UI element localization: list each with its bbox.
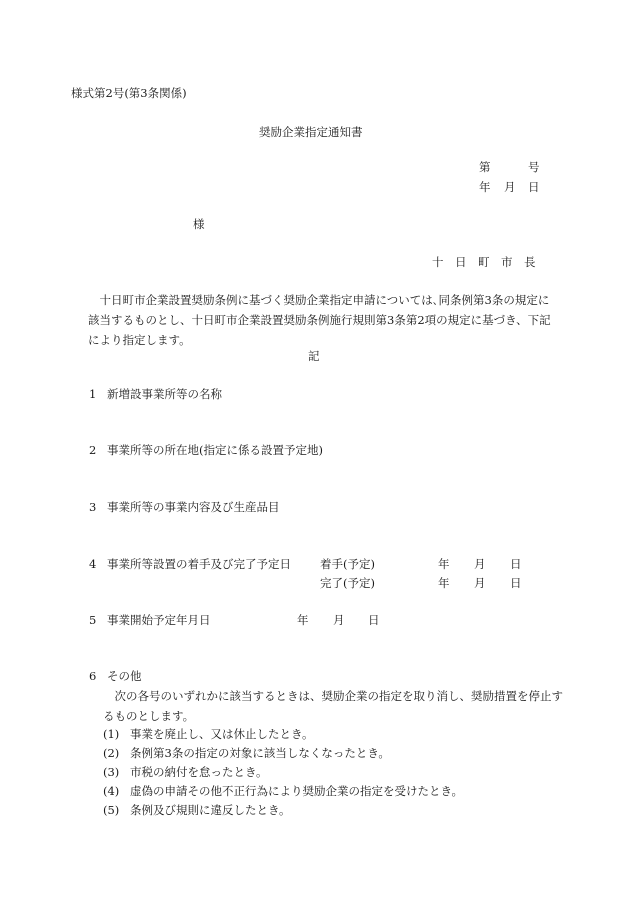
date-month: 月 — [504, 180, 516, 194]
number-go: 号 — [528, 160, 540, 174]
condition-5-num: (5) — [103, 803, 120, 817]
schedule-end-day: 日 — [510, 576, 522, 590]
schedule-start-label: 着手(予定) — [320, 557, 375, 571]
condition-3-num: (3) — [103, 765, 120, 779]
item-2-label: 事業所等の所在地(指定に係る設置予定地) — [107, 443, 323, 457]
condition-4-text: 虚偽の申請その他不正行為により奨励企業の指定を受けたとき。 — [130, 784, 464, 798]
item-4-label: 事業所等設置の着手及び完了予定日 — [107, 557, 291, 571]
start-date-year: 年 — [297, 613, 309, 627]
schedule-end-year: 年 — [438, 576, 450, 590]
date-year: 年 — [479, 180, 491, 194]
item-6-num: 6 — [89, 669, 97, 683]
schedule-start-day: 日 — [510, 557, 522, 571]
number-dai: 第 — [479, 160, 491, 174]
item-5-num: 5 — [89, 613, 97, 627]
document-title: 奨励企業指定通知書 — [259, 125, 363, 139]
schedule-start-year: 年 — [438, 557, 450, 571]
condition-3-text: 市税の納付を怠ったとき。 — [130, 765, 268, 779]
condition-4-num: (4) — [103, 784, 120, 798]
item-4-num: 4 — [89, 557, 97, 571]
other-paragraph: 次の各号のいずれかに該当するときは、奨励企業の指定を取り消し、奨励措置を停止するものとします。 — [103, 689, 563, 723]
schedule-end-label: 完了(予定) — [320, 576, 375, 590]
condition-5-text: 条例及び規則に違反したとき。 — [130, 803, 291, 817]
item-6-label: その他 — [107, 669, 142, 683]
addressee-suffix: 様 — [193, 217, 205, 231]
date-day: 日 — [528, 180, 540, 194]
start-date-day: 日 — [368, 613, 380, 627]
condition-1-num: (1) — [103, 727, 120, 741]
condition-1-text: 事業を廃止し、又は休止したとき。 — [130, 727, 314, 741]
intro-paragraph: 十日町市企業設置奨励条例に基づく奨励企業指定申請については､同条例第3条の規定に該当するものとし、十日町市企業設置奨励条例施行規則第3条第2項の規定に基づき、下記により指定します。 — [88, 293, 551, 347]
item-5-label: 事業開始予定年月日 — [107, 613, 211, 627]
sender: 十 日 町 市 長 — [432, 255, 536, 269]
condition-2-num: (2) — [103, 746, 120, 760]
item-1-label: 新増設事業所等の名称 — [107, 387, 222, 401]
start-date-month: 月 — [333, 613, 345, 627]
item-2-num: 2 — [89, 443, 97, 457]
ki-heading: 記 — [308, 349, 320, 363]
schedule-start-month: 月 — [474, 557, 486, 571]
item-1-num: 1 — [89, 387, 97, 401]
schedule-end-month: 月 — [474, 576, 486, 590]
item-3-label: 事業所等の事業内容及び生産品目 — [107, 500, 280, 514]
form-label: 様式第2号(第3条関係) — [71, 86, 187, 100]
item-3-num: 3 — [89, 500, 97, 514]
condition-2-text: 条例第3条の指定の対象に該当しなくなったとき。 — [130, 746, 390, 760]
